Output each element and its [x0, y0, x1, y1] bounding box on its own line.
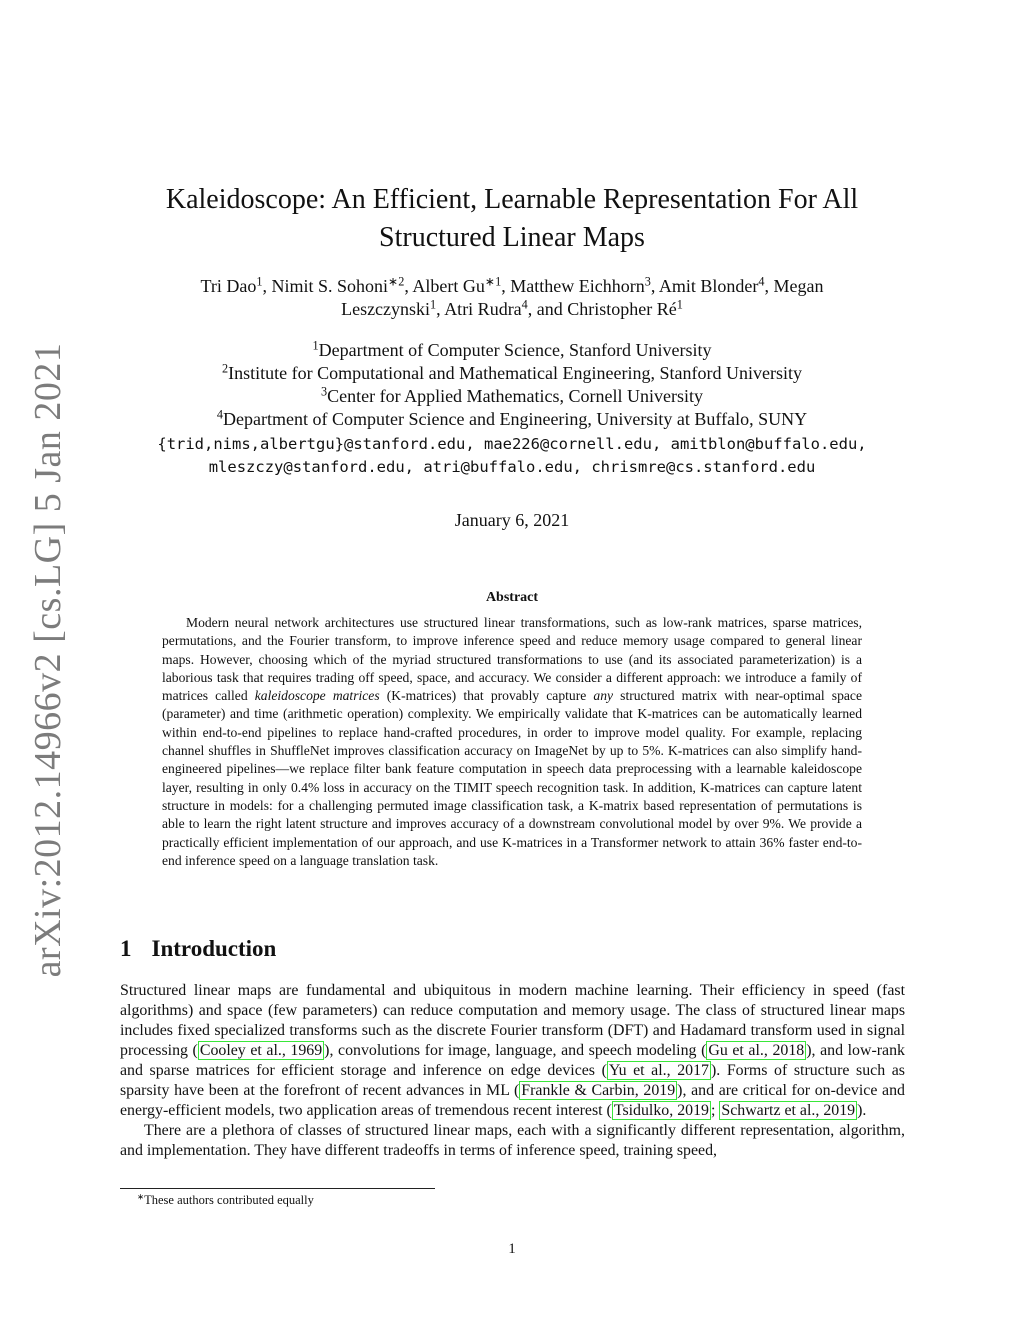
author-name: Albert Gu — [412, 276, 485, 296]
author-name: Christopher Ré — [567, 299, 677, 319]
author-name: Megan — [773, 276, 824, 296]
email: {trid,nims,albertgu}@stanford.edu — [157, 435, 466, 453]
author-name: Leszczynski — [341, 299, 431, 319]
paper-title — [0, 181, 1024, 257]
intro-body — [120, 981, 905, 1161]
affiliation: $^4$Department of Computer Science and Engineering, University at Buffalo, SUNY — [216, 407, 808, 429]
citation-link[interactable]: Yu et al., 2017 — [608, 1062, 709, 1079]
email: chrismre@cs.stanford.edu — [591, 458, 816, 476]
paper-date: January 6, 2021 — [454, 510, 570, 530]
email: atri@buffalo.edu — [423, 458, 573, 476]
email: mae226@cornell.edu — [483, 435, 652, 453]
authors-line-2: Leszczynski$^1$, Atri Rudra$^4$, and Christopher $Ré^1$ — [341, 297, 683, 319]
author-name: Amit Blonder — [658, 276, 759, 296]
footnote-rule — [120, 1188, 435, 1189]
abstract-heading: Abstract — [485, 590, 539, 605]
authors-line-1: Tri Dao$^1$, Nimit S. Sohoni$^{∗2}$, Albert $Gu^{∗1}$, Matthew Eichhorn$^3$, Amit Blonder$^4$, Megan — [200, 274, 824, 296]
author-name: Nimit S. Sohoni — [271, 276, 389, 296]
email: amitblon@buffalo.edu — [670, 435, 858, 453]
footnote: ∗These authors contributed equally — [137, 1191, 314, 1207]
page-number: 1 — [508, 1241, 516, 1257]
citation-link[interactable]: Gu et al., 2018 — [708, 1042, 805, 1059]
author-name: Tri Dao — [200, 276, 257, 296]
title-line-2: Structured Linear Maps — [379, 222, 645, 253]
affiliation: $^1$Department of Computer Science, Stanford University — [312, 338, 712, 360]
email-list: {trid,nims,albertgu}@stanford.edu, mae226@cornell.edu, amitblon@buffalo.edu, mleszczy@stanford.edu, atri@buffalo.edu, chrismre@cs.stanford.edu — [157, 435, 867, 476]
section-title: Introduction — [151, 936, 277, 961]
intro-paragraph-1: Structured linear maps are fundamental and ubiquitous in modern machine learning. Their efficiency in speed (fast algorithms) and space (few parameters) can reduce computation and memory usage. The class of structured linear maps includes fixed specialized transforms such as the discrete Fourier transform (DFT) and Hadamard transform used in signal processing ( Cooley et al., 1969 ), convolutions for image, language, and speech modeling ( Gu et al., 2018 ), and low-rank and sparse matrices for efficient storage and inference on edge devices ( Yu et al., 2017 ). Forms of structure such as sparsity have been at the forefront of recent advances in ML ( Frankle & Carbin, 2019 ), and are critical for on-device and energy-efficient models, two application areas of tremendous recent interest ( Tsidulko, 2019 ; Schwartz et al., 2019 ). — [120, 982, 905, 1119]
citation-link[interactable]: Cooley et al., 1969 — [199, 1042, 323, 1059]
affiliation: $^3$Center for Applied Mathematics, Cornell University — [320, 384, 704, 406]
citation-link[interactable]: Tsidulko, 2019 — [613, 1102, 709, 1119]
affiliation: $^2$Institute for Computational and Mathematical Engineering, Stanford University — [222, 361, 802, 383]
intro-paragraph-2: There are a plethora of classes of structured linear maps, each with a significantly different representation, algorithm, and implementation. They have different tradeoffs in terms of inference speed, training speed, — [120, 1122, 905, 1159]
author-name: Matthew Eichhorn — [510, 276, 645, 296]
affiliations — [0, 339, 1024, 431]
email: mleszczy@stanford.edu — [208, 458, 405, 476]
section-number: 1 — [120, 936, 132, 961]
section-heading — [120, 936, 276, 962]
citation-link[interactable]: Frankle & Carbin, 2019 — [521, 1082, 676, 1099]
author-list — [0, 275, 1024, 321]
author-name: Atri Rudra — [444, 299, 522, 319]
citation-link[interactable]: Schwartz et al., 2019 — [721, 1102, 856, 1119]
abstract-text: Modern neural network architectures use structured linear transformations, such as low-rank matrices, sparse matrices, permutations, and the Fourier transform, to improve inference speed and reduce memory usage compared to general linear maps. However, choosing which of the myriad structured transformations to use (and its associated parameterization) is a laborious task that requires trading off speed, space, and accuracy. We consider a different approach: we introduce a family of matrices called kaleidoscope matrices (K-matrices) that provably capture any structured matrix with near-optimal space (parameter) and time (arithmetic operation) complexity. We empirically validate that K-matrices can be automatically learned within end-to-end pipelines to replace hand-crafted procedures, in order to improve model quality. For example, replacing channel shuffles in ShuffleNet improves classification accuracy on ImageNet by up to 5%. K-matrices can also simplify hand-engineered pipelines—we replace filter bank feature computation in speech data preprocessing with a learnable kaleidoscope layer, resulting in only 0.4% loss in accuracy on the TIMIT speech recognition task. In addition, K-matrices can capture latent structure in models: for a challenging permuted image classification task, a K-matrix based representation of permutations is able to learn the right latent structure and improves accuracy of a downstream convolutional model by over 9%. We provide a practically efficient implementation of our approach, and use K-matrices in a Transformer network to attain 36% faster end-to-end inference speed on a language translation task. — [162, 615, 862, 868]
arxiv-side-stamp: arXiv:2012.14966v2 [cs.LG] 5 Jan 2021 — [27, 342, 69, 978]
title-line-1: Kaleidoscope: An Efficient, Learnable Representation For All — [165, 184, 859, 215]
